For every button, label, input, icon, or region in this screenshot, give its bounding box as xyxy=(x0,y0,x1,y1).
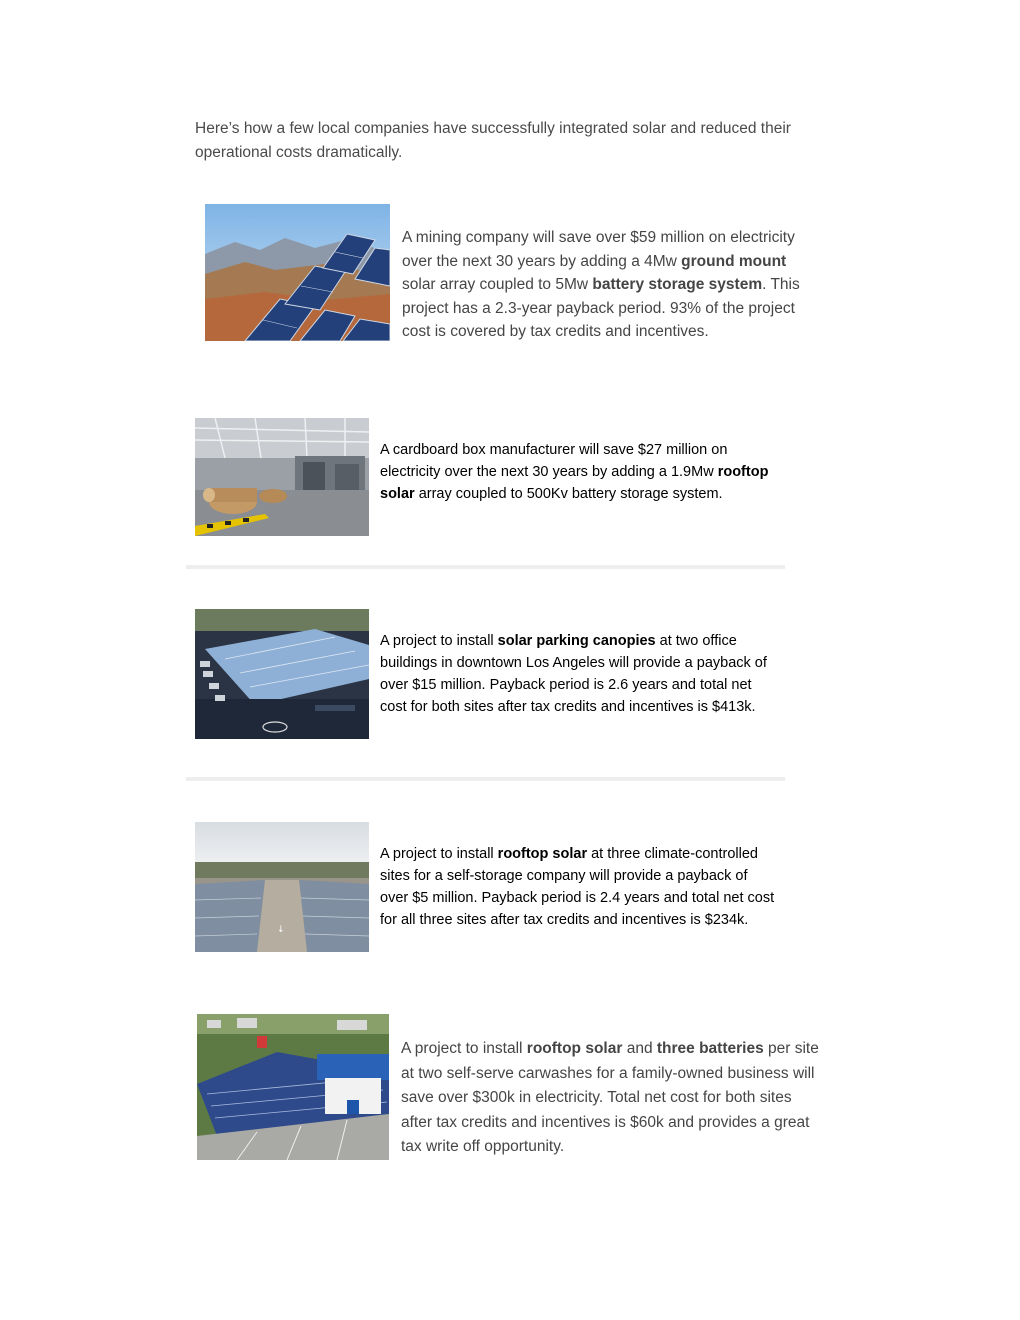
mining-solar-image xyxy=(205,204,390,341)
case-text-run: and xyxy=(622,1040,657,1057)
parking-case-text xyxy=(380,630,770,718)
cardboard-factory-image xyxy=(195,418,369,536)
cardboard-case-text xyxy=(380,439,770,505)
case-text-run: A project to install xyxy=(380,633,498,649)
case-text-run: A project to install xyxy=(380,846,498,862)
highlight-term: three batteries xyxy=(656,1040,764,1057)
carwash-case-text xyxy=(401,1037,821,1160)
self-storage-image xyxy=(195,822,369,952)
case-text-run: at three climate-controlled sites for a self-storage company will provide a payback of over $5 million. Payback period is 2.4 years and total net cost for all three sites after tax credits and incentives is $234k. xyxy=(380,846,775,928)
highlight-term: ground mount xyxy=(681,252,787,270)
carwash-image xyxy=(197,1014,389,1160)
case-text-run: . This project has a 2.3-year payback period. 93% of the project cost is covered by tax credits and incentives. xyxy=(402,276,800,340)
self-storage-case-text xyxy=(380,843,775,931)
case-text-run: per site at two self-serve carwashes for a family-owned business will save over $300k in electricity. Total net cost for both sites after tax credits and incentives is $60k and provides a great tax write off opportunity. xyxy=(401,1040,819,1155)
highlight-term: rooftop solar xyxy=(497,846,588,862)
highlight-term: battery storage system xyxy=(592,276,763,293)
case-text-run: A mining company will save over $59 million on electricity over the next 30 years by adding a 4Mw xyxy=(402,229,795,270)
highlight-term: rooftop solar xyxy=(380,464,769,502)
case-text-run: at two office buildings in downtown Los Angeles will provide a payback of over $15 million. Payback period is 2.6 years and total net cost for both sites after tax credits and incentives is $413k. xyxy=(380,633,767,715)
case-text-run: A project to install xyxy=(401,1040,527,1057)
highlight-term: solar parking canopies xyxy=(497,633,656,649)
mining-case-text xyxy=(402,226,812,344)
parking-canopy-image xyxy=(195,609,369,739)
section-divider xyxy=(186,777,785,781)
svg-text:↓: ↓ xyxy=(277,925,285,935)
case-text-run: A cardboard box manufacturer will save $27 million on electricity over the next 30 years by adding a 1.9Mw xyxy=(380,442,728,480)
intro-paragraph: Here’s how a few local companies have successfully integrated solar and reduced their operational costs dramatically. xyxy=(195,120,791,161)
section-divider xyxy=(186,565,785,569)
case-text-run: solar array coupled to 5Mw xyxy=(402,276,593,293)
highlight-term: rooftop solar xyxy=(526,1040,623,1057)
case-text-run: array coupled to 500Kv battery storage system. xyxy=(414,486,723,502)
